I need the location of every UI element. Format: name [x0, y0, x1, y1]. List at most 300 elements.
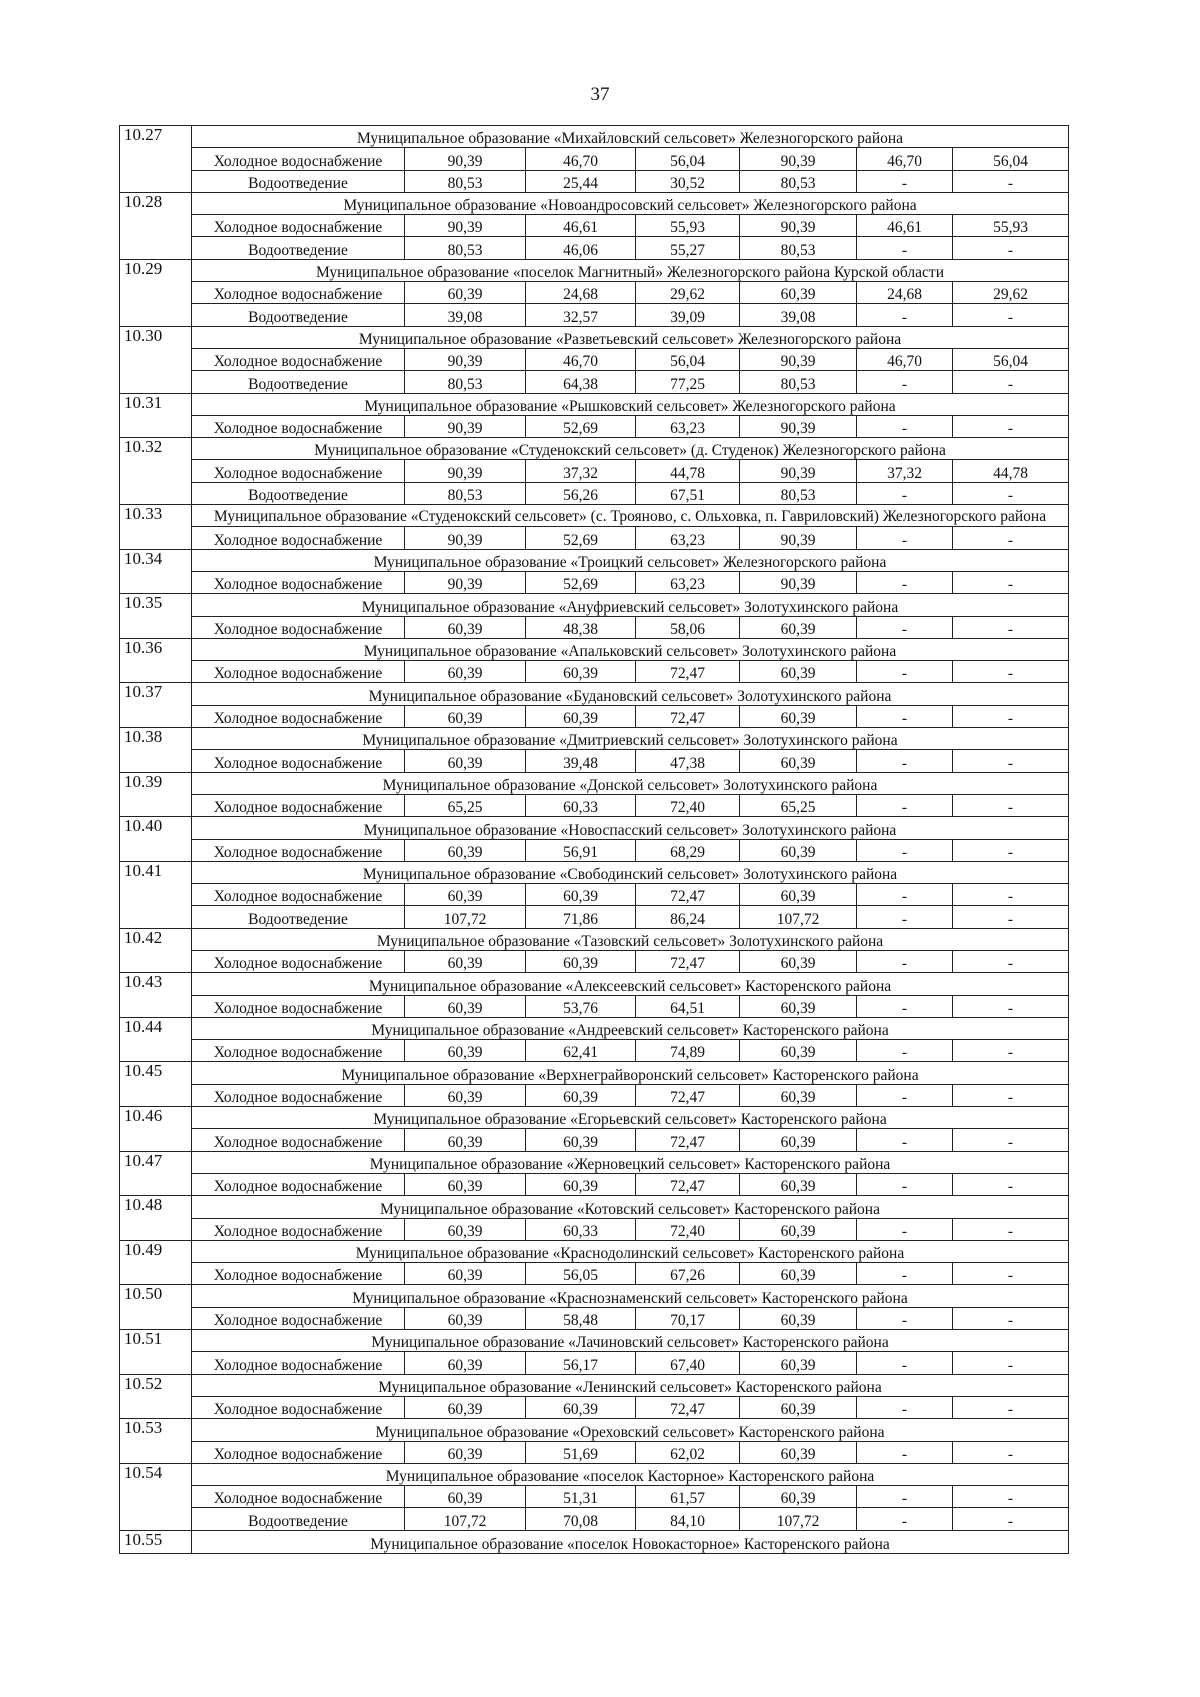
tariff-value: 60,39: [740, 1441, 857, 1463]
tariff-value: 56,04: [636, 348, 740, 370]
tariff-value: 29,62: [953, 282, 1069, 304]
tariff-value: -: [857, 884, 953, 906]
tariff-value: 90,39: [405, 460, 526, 482]
tariff-value: 60,39: [405, 1352, 526, 1374]
tariff-value: 56,91: [526, 839, 636, 861]
tariff-value: 70,08: [526, 1508, 636, 1530]
tariff-value: 107,72: [405, 1508, 526, 1530]
tariff-row: [120, 170, 1069, 192]
service-name: Холодное водоснабжение: [192, 705, 405, 727]
tariff-row: [120, 950, 1069, 972]
service-name: Холодное водоснабжение: [192, 750, 405, 772]
tariff-row: [120, 1084, 1069, 1106]
tariff-value: -: [953, 750, 1069, 772]
section-title: Муниципальное образование «Дмитриевский сельсовет» Золотухинского района: [192, 728, 1069, 750]
section-title: Муниципальное образование «Рышковский сельсовет» Железногорского района: [192, 393, 1069, 415]
service-name: Водоотведение: [192, 170, 405, 192]
section-title: Муниципальное образование «Егорьевский сельсовет» Касторенского района: [192, 1107, 1069, 1129]
tariff-value: -: [857, 1508, 953, 1530]
section-title: Муниципальное образование «поселок Касторное» Касторенского района: [192, 1463, 1069, 1485]
tariff-value: 60,39: [740, 1263, 857, 1285]
tariff-value: 63,23: [636, 571, 740, 593]
tariff-value: 58,06: [636, 616, 740, 638]
tariff-value: -: [857, 1218, 953, 1240]
section-title-row: [120, 1330, 1069, 1352]
tariff-value: 90,39: [740, 571, 857, 593]
section-code: 10.34: [120, 549, 192, 594]
service-name: Холодное водоснабжение: [192, 995, 405, 1017]
tariff-value: -: [857, 794, 953, 816]
tariff-value: -: [953, 1441, 1069, 1463]
tariff-value: 55,93: [953, 215, 1069, 237]
service-name: Холодное водоснабжение: [192, 839, 405, 861]
tariff-value: 90,39: [405, 415, 526, 437]
tariff-value: 70,17: [636, 1307, 740, 1329]
tariff-value: 60,39: [405, 1173, 526, 1195]
tariff-value: 24,68: [857, 282, 953, 304]
tariff-row: [120, 1218, 1069, 1240]
section-code: 10.46: [120, 1107, 192, 1152]
section-title-row: [120, 1017, 1069, 1039]
tariff-value: 60,39: [740, 282, 857, 304]
tariff-value: 90,39: [405, 148, 526, 170]
tariff-value: 29,62: [636, 282, 740, 304]
page-number: 37: [590, 84, 610, 105]
service-name: Холодное водоснабжение: [192, 950, 405, 972]
service-name: Холодное водоснабжение: [192, 1307, 405, 1329]
section-code: 10.52: [120, 1374, 192, 1419]
tariff-value: 55,93: [636, 215, 740, 237]
tariff-value: -: [857, 1263, 953, 1285]
tariff-value: 80,53: [405, 170, 526, 192]
tariff-value: 72,47: [636, 705, 740, 727]
section-title: Муниципальное образование «Верхнеграйворонский сельсовет» Касторенского района: [192, 1062, 1069, 1084]
tariff-value: 61,57: [636, 1486, 740, 1508]
tariff-value: -: [857, 170, 953, 192]
tariff-value: 67,40: [636, 1352, 740, 1374]
tariff-value: 32,57: [526, 304, 636, 326]
tariff-value: -: [953, 705, 1069, 727]
tariff-row: [120, 482, 1069, 504]
section-title-row: [120, 1374, 1069, 1396]
tariff-value: 60,39: [740, 616, 857, 638]
section-code: 10.29: [120, 259, 192, 326]
tariff-value: 46,70: [526, 148, 636, 170]
tariff-value: 72,47: [636, 1396, 740, 1418]
section-code: 10.45: [120, 1062, 192, 1107]
section-code: 10.28: [120, 192, 192, 259]
tariff-value: 60,39: [740, 1129, 857, 1151]
tariff-value: 60,39: [405, 1129, 526, 1151]
tariff-value: 56,17: [526, 1352, 636, 1374]
section-code: 10.49: [120, 1240, 192, 1285]
section-title-row: [120, 1151, 1069, 1173]
section-title: Муниципальное образование «Троицкий сельсовет» Железногорского района: [192, 549, 1069, 571]
tariff-value: 60,39: [405, 282, 526, 304]
section-title: Муниципальное образование «Жерновецкий сельсовет» Касторенского района: [192, 1151, 1069, 1173]
section-code: 10.47: [120, 1151, 192, 1196]
tariff-value: 51,69: [526, 1441, 636, 1463]
tariff-row: [120, 1173, 1069, 1195]
tariff-value: 53,76: [526, 995, 636, 1017]
section-title: Муниципальное образование «Будановский сельсовет» Золотухинского района: [192, 683, 1069, 705]
service-name: Холодное водоснабжение: [192, 661, 405, 683]
tariff-value: 60,39: [740, 1084, 857, 1106]
tariff-row: [120, 571, 1069, 593]
tariff-row: [120, 1441, 1069, 1463]
tariff-value: -: [953, 794, 1069, 816]
tariff-value: 67,51: [636, 482, 740, 504]
tariff-value: 60,39: [405, 839, 526, 861]
tariff-value: 58,48: [526, 1307, 636, 1329]
section-code: 10.44: [120, 1017, 192, 1062]
tariff-value: -: [857, 1441, 953, 1463]
tariff-value: -: [857, 616, 953, 638]
tariff-row: [120, 1263, 1069, 1285]
service-name: Холодное водоснабжение: [192, 215, 405, 237]
service-name: Холодное водоснабжение: [192, 282, 405, 304]
tariff-row: [120, 884, 1069, 906]
tariff-value: -: [953, 304, 1069, 326]
section-title: Муниципальное образование «Алексеевский сельсовет» Касторенского района: [192, 973, 1069, 995]
tariff-value: 60,39: [526, 1396, 636, 1418]
section-title-row: [120, 638, 1069, 660]
service-name: Холодное водоснабжение: [192, 1040, 405, 1062]
tariff-value: 39,08: [405, 304, 526, 326]
tariff-value: -: [953, 995, 1069, 1017]
service-name: Холодное водоснабжение: [192, 1441, 405, 1463]
tariff-value: 60,39: [740, 750, 857, 772]
section-title: Муниципальное образование «Ленинский сельсовет» Касторенского района: [192, 1374, 1069, 1396]
section-title-row: [120, 1240, 1069, 1262]
section-code: 10.41: [120, 861, 192, 928]
tariff-value: 60,39: [526, 705, 636, 727]
service-name: Холодное водоснабжение: [192, 1084, 405, 1106]
section-title: Муниципальное образование «Студенокский сельсовет» (д. Студенок) Железногорского района: [192, 438, 1069, 460]
tariff-value: 80,53: [740, 237, 857, 259]
tariff-value: 44,78: [953, 460, 1069, 482]
service-name: Холодное водоснабжение: [192, 527, 405, 549]
tariff-value: -: [953, 1129, 1069, 1151]
tariff-value: -: [953, 1508, 1069, 1530]
tariff-row: [120, 1129, 1069, 1151]
tariff-value: -: [953, 371, 1069, 393]
tariff-value: 60,39: [526, 661, 636, 683]
section-title-row: [120, 1463, 1069, 1485]
tariff-value: 56,05: [526, 1263, 636, 1285]
tariff-value: 39,09: [636, 304, 740, 326]
tariff-value: -: [953, 950, 1069, 972]
tariff-value: 63,23: [636, 415, 740, 437]
tariff-row: [120, 460, 1069, 482]
tariff-value: -: [953, 170, 1069, 192]
section-code: 10.37: [120, 683, 192, 728]
tariff-value: 62,41: [526, 1040, 636, 1062]
tariff-value: 24,68: [526, 282, 636, 304]
tariff-row: [120, 616, 1069, 638]
service-name: Холодное водоснабжение: [192, 884, 405, 906]
tariff-value: 80,53: [740, 482, 857, 504]
tariff-value: 46,70: [857, 348, 953, 370]
tariff-value: -: [953, 1307, 1069, 1329]
section-title-row: [120, 928, 1069, 950]
tariff-row: [120, 348, 1069, 370]
tariff-value: 52,69: [526, 415, 636, 437]
service-name: Холодное водоснабжение: [192, 1129, 405, 1151]
service-name: Холодное водоснабжение: [192, 460, 405, 482]
tariff-value: -: [857, 415, 953, 437]
tariff-value: -: [953, 1263, 1069, 1285]
service-name: Холодное водоснабжение: [192, 616, 405, 638]
tariff-value: 80,53: [405, 482, 526, 504]
section-title: Муниципальное образование «Ануфриевский сельсовет» Золотухинского района: [192, 594, 1069, 616]
tariff-value: 60,39: [740, 1218, 857, 1240]
service-name: Водоотведение: [192, 482, 405, 504]
section-title-row: [120, 861, 1069, 883]
tariff-value: 63,23: [636, 527, 740, 549]
tariff-value: 86,24: [636, 906, 740, 928]
section-code: 10.30: [120, 326, 192, 393]
section-title-row: [120, 549, 1069, 571]
tariff-value: 60,33: [526, 794, 636, 816]
tariff-value: 60,39: [740, 1307, 857, 1329]
tariff-value: 77,25: [636, 371, 740, 393]
tariff-value: 60,39: [405, 995, 526, 1017]
service-name: Водоотведение: [192, 1508, 405, 1530]
section-title: Муниципальное образование «Краснодолинский сельсовет» Касторенского района: [192, 1240, 1069, 1262]
section-title: Муниципальное образование «поселок Магнитный» Железногорского района Курской области: [192, 259, 1069, 281]
tariff-value: 74,89: [636, 1040, 740, 1062]
tariff-value: -: [857, 1486, 953, 1508]
tariff-value: 84,10: [636, 1508, 740, 1530]
section-title: Муниципальное образование «Новоспасский сельсовет» Золотухинского района: [192, 817, 1069, 839]
section-title: Муниципальное образование «Андреевский сельсовет» Касторенского района: [192, 1017, 1069, 1039]
tariff-row: [120, 1396, 1069, 1418]
service-name: Холодное водоснабжение: [192, 794, 405, 816]
tariff-value: 60,39: [405, 1486, 526, 1508]
tariff-value: 60,39: [405, 950, 526, 972]
tariff-value: 56,04: [953, 348, 1069, 370]
tariff-value: 44,78: [636, 460, 740, 482]
tariff-value: 60,39: [526, 1173, 636, 1195]
service-name: Водоотведение: [192, 237, 405, 259]
tariff-row: [120, 1307, 1069, 1329]
service-name: Водоотведение: [192, 304, 405, 326]
tariff-value: 107,72: [740, 1508, 857, 1530]
section-title-row: [120, 1530, 1069, 1553]
tariff-value: 107,72: [740, 906, 857, 928]
tariff-value: -: [857, 1173, 953, 1195]
tariff-value: 72,47: [636, 1129, 740, 1151]
tariff-row: [120, 906, 1069, 928]
section-code: 10.40: [120, 817, 192, 862]
section-title: Муниципальное образование «Михайловский сельсовет» Железногорского района: [192, 126, 1069, 148]
tariff-value: 72,40: [636, 1218, 740, 1240]
service-name: Холодное водоснабжение: [192, 1486, 405, 1508]
tariff-value: 72,40: [636, 794, 740, 816]
tariff-value: 55,27: [636, 237, 740, 259]
tariff-value: 39,48: [526, 750, 636, 772]
section-title: Муниципальное образование «Краснознаменский сельсовет» Касторенского района: [192, 1285, 1069, 1307]
tariff-value: -: [953, 1486, 1069, 1508]
tariff-value: -: [857, 371, 953, 393]
tariff-value: 51,31: [526, 1486, 636, 1508]
tariff-table: [119, 125, 1069, 1554]
service-name: Холодное водоснабжение: [192, 1352, 405, 1374]
tariff-value: -: [857, 661, 953, 683]
tariff-value: -: [857, 482, 953, 504]
tariff-row: [120, 1352, 1069, 1374]
tariff-value: -: [953, 1396, 1069, 1418]
tariff-value: 60,39: [405, 1441, 526, 1463]
tariff-value: 65,25: [740, 794, 857, 816]
tariff-row: [120, 371, 1069, 393]
tariff-value: -: [857, 750, 953, 772]
section-title-row: [120, 817, 1069, 839]
tariff-value: -: [953, 884, 1069, 906]
tariff-value: -: [953, 616, 1069, 638]
tariff-value: 60,39: [740, 661, 857, 683]
section-code: 10.31: [120, 393, 192, 438]
section-title-row: [120, 505, 1069, 527]
tariff-value: 52,69: [526, 527, 636, 549]
tariff-value: -: [953, 237, 1069, 259]
service-name: Холодное водоснабжение: [192, 1173, 405, 1195]
tariff-value: 60,39: [740, 1396, 857, 1418]
tariff-value: -: [953, 661, 1069, 683]
tariff-value: -: [953, 415, 1069, 437]
tariff-value: 72,47: [636, 950, 740, 972]
section-code: 10.32: [120, 438, 192, 505]
tariff-value: 60,39: [526, 950, 636, 972]
tariff-value: 60,39: [526, 884, 636, 906]
tariff-row: [120, 794, 1069, 816]
tariff-value: 39,08: [740, 304, 857, 326]
tariff-value: -: [953, 1084, 1069, 1106]
tariff-value: 72,47: [636, 884, 740, 906]
section-title-row: [120, 1285, 1069, 1307]
tariff-value: 60,39: [405, 1263, 526, 1285]
tariff-value: 25,44: [526, 170, 636, 192]
tariff-row: [120, 1486, 1069, 1508]
section-title-row: [120, 728, 1069, 750]
tariff-value: -: [953, 527, 1069, 549]
service-name: Холодное водоснабжение: [192, 348, 405, 370]
tariff-value: -: [953, 1040, 1069, 1062]
section-title: Муниципальное образование «Тазовский сельсовет» Золотухинского района: [192, 928, 1069, 950]
tariff-row: [120, 1508, 1069, 1530]
tariff-value: 72,47: [636, 1173, 740, 1195]
tariff-value: 46,70: [857, 148, 953, 170]
tariff-value: 90,39: [405, 215, 526, 237]
section-title: Муниципальное образование «поселок Новокасторное» Касторенского района: [192, 1530, 1069, 1553]
tariff-value: 46,61: [526, 215, 636, 237]
section-title: Муниципальное образование «Донской сельсовет» Золотухинского района: [192, 772, 1069, 794]
section-title-row: [120, 393, 1069, 415]
section-code: 10.36: [120, 638, 192, 683]
tariff-value: 60,39: [405, 750, 526, 772]
section-title-row: [120, 973, 1069, 995]
tariff-value: -: [857, 304, 953, 326]
tariff-value: -: [857, 527, 953, 549]
section-code: 10.53: [120, 1419, 192, 1464]
tariff-value: 60,39: [740, 950, 857, 972]
tariff-value: 60,39: [405, 884, 526, 906]
tariff-value: 48,38: [526, 616, 636, 638]
section-code: 10.51: [120, 1330, 192, 1375]
section-title-row: [120, 126, 1069, 148]
section-code: 10.38: [120, 728, 192, 773]
tariff-value: -: [857, 1307, 953, 1329]
tariff-value: 30,52: [636, 170, 740, 192]
tariff-value: 71,86: [526, 906, 636, 928]
tariff-row: [120, 527, 1069, 549]
tariff-value: 62,02: [636, 1441, 740, 1463]
service-name: Холодное водоснабжение: [192, 148, 405, 170]
section-code: 10.39: [120, 772, 192, 817]
tariff-value: 90,39: [740, 527, 857, 549]
tariff-value: 47,38: [636, 750, 740, 772]
section-title-row: [120, 1196, 1069, 1218]
tariff-value: 56,04: [953, 148, 1069, 170]
tariff-value: 64,51: [636, 995, 740, 1017]
tariff-value: 90,39: [740, 460, 857, 482]
tariff-value: 60,39: [740, 1173, 857, 1195]
service-name: Холодное водоснабжение: [192, 1396, 405, 1418]
tariff-value: 60,39: [405, 661, 526, 683]
section-title-row: [120, 1419, 1069, 1441]
section-title-row: [120, 192, 1069, 214]
tariff-value: 60,39: [405, 705, 526, 727]
tariff-value: 60,39: [405, 616, 526, 638]
tariff-value: 37,32: [857, 460, 953, 482]
tariff-value: -: [857, 1352, 953, 1374]
tariff-value: 67,26: [636, 1263, 740, 1285]
section-title-row: [120, 438, 1069, 460]
service-name: Водоотведение: [192, 906, 405, 928]
tariff-value: -: [953, 906, 1069, 928]
tariff-row: [120, 415, 1069, 437]
tariff-value: 60,39: [740, 995, 857, 1017]
tariff-value: -: [857, 705, 953, 727]
tariff-value: 52,69: [526, 571, 636, 593]
tariff-value: 80,53: [405, 237, 526, 259]
tariff-value: 56,04: [636, 148, 740, 170]
tariff-value: -: [857, 995, 953, 1017]
tariff-value: -: [857, 1129, 953, 1151]
section-title-row: [120, 772, 1069, 794]
section-code: 10.35: [120, 594, 192, 639]
section-title-row: [120, 1062, 1069, 1084]
section-title: Муниципальное образование «Студенокский сельсовет» (с. Трояново, с. Ольховка, п. Гавриловский) Железногорского района: [192, 505, 1069, 527]
section-code: 10.27: [120, 126, 192, 193]
tariff-value: -: [953, 1352, 1069, 1374]
tariff-value: 90,39: [405, 348, 526, 370]
tariff-value: 60,39: [405, 1218, 526, 1240]
tariff-value: 90,39: [740, 415, 857, 437]
tariff-row: [120, 705, 1069, 727]
tariff-value: 46,61: [857, 215, 953, 237]
tariff-value: -: [953, 1173, 1069, 1195]
tariff-value: 80,53: [740, 170, 857, 192]
tariff-value: 64,38: [526, 371, 636, 393]
tariff-value: 72,47: [636, 661, 740, 683]
tariff-row: [120, 215, 1069, 237]
tariff-value: 46,70: [526, 348, 636, 370]
tariff-value: 60,39: [740, 705, 857, 727]
tariff-row: [120, 995, 1069, 1017]
tariff-row: [120, 237, 1069, 259]
